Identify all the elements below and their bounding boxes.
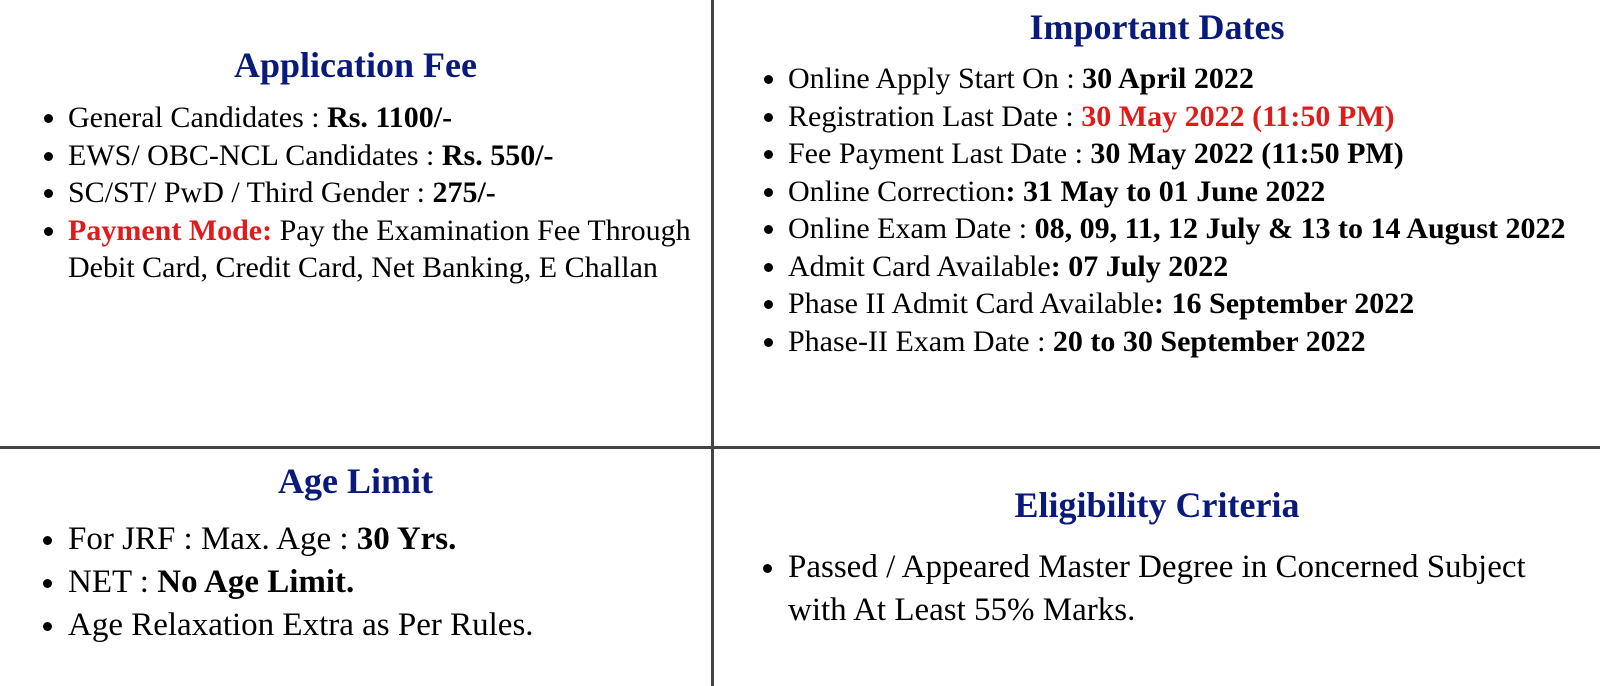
list-item bbox=[68, 561, 711, 604]
important-dates-heading: Important Dates bbox=[1029, 7, 1285, 47]
application-fee-section bbox=[0, 44, 711, 287]
item-label: Registration Last Date : bbox=[788, 99, 1082, 133]
list-item bbox=[788, 248, 1580, 286]
item-label: Passed / Appeared Master Degree in Concerned Subject with At Least 55% Marks. bbox=[788, 549, 1526, 628]
list-item bbox=[68, 212, 711, 287]
list-item bbox=[788, 173, 1580, 211]
list-item bbox=[788, 210, 1580, 248]
list-item bbox=[68, 99, 711, 137]
item-label: NET : bbox=[68, 564, 158, 600]
item-label: Age Relaxation Extra as Per Rules. bbox=[68, 607, 534, 643]
item-label: For JRF : Max. Age : bbox=[68, 521, 357, 557]
item-value: : 16 September 2022 bbox=[1154, 287, 1415, 320]
list-item bbox=[788, 546, 1540, 632]
payment-mode-label: Payment Mode: bbox=[68, 213, 273, 247]
item-value: No Age Limit. bbox=[157, 564, 355, 600]
important-dates-list bbox=[714, 60, 1600, 360]
item-label: SC/ST/ PwD / Third Gender : bbox=[68, 176, 433, 209]
item-value: 275/- bbox=[432, 176, 496, 209]
age-limit-list bbox=[0, 518, 711, 647]
item-value: : 31 May to 01 June 2022 bbox=[1005, 174, 1326, 208]
item-label: Fee Payment Last Date : bbox=[788, 137, 1091, 170]
list-item bbox=[788, 135, 1580, 173]
item-label: Phase II Admit Card Available bbox=[788, 287, 1155, 320]
age-limit-heading: Age Limit bbox=[278, 461, 433, 501]
eligibility-heading: Eligibility Criteria bbox=[1014, 485, 1300, 525]
list-item bbox=[788, 60, 1580, 98]
eligibility-list bbox=[714, 546, 1600, 632]
list-item bbox=[68, 137, 711, 175]
item-label: Online Apply Start On : bbox=[788, 62, 1083, 95]
item-label: Online Exam Date : bbox=[788, 212, 1035, 245]
item-value: 30 April 2022 bbox=[1082, 62, 1254, 95]
item-value: Rs. 1100/- bbox=[327, 101, 453, 134]
item-value: : 07 July 2022 bbox=[1050, 249, 1229, 283]
list-item bbox=[68, 604, 711, 647]
list-item bbox=[788, 285, 1580, 323]
application-fee-heading: Application Fee bbox=[234, 45, 477, 85]
item-label: EWS/ OBC-NCL Candidates : bbox=[68, 138, 442, 172]
list-item bbox=[68, 174, 711, 212]
list-item bbox=[788, 98, 1580, 136]
payment-mode-text: Pay the Examination Fee Through Debit Card, Credit Card, Net Banking, E Challan bbox=[68, 213, 691, 284]
item-label: Admit Card Available bbox=[788, 249, 1051, 283]
item-value: 08, 09, 11, 12 July & 13 to 14 August 2022 bbox=[1034, 212, 1566, 245]
list-item bbox=[68, 518, 711, 561]
age-limit-section bbox=[0, 460, 711, 647]
item-label: Online Correction bbox=[788, 174, 1006, 208]
item-value: Rs. 550/- bbox=[441, 138, 554, 172]
item-value: 30 May 2022 (11:50 PM) bbox=[1090, 137, 1404, 170]
item-value: 20 to 30 September 2022 bbox=[1052, 324, 1366, 358]
list-item bbox=[788, 323, 1580, 361]
item-value: 30 Yrs. bbox=[356, 521, 457, 557]
item-value-highlight: 30 May 2022 (11:50 PM) bbox=[1081, 99, 1395, 133]
item-label: General Candidates : bbox=[68, 101, 328, 134]
eligibility-section bbox=[714, 484, 1600, 632]
application-fee-list bbox=[0, 99, 711, 287]
item-label: Phase-II Exam Date : bbox=[788, 324, 1053, 358]
important-dates-section bbox=[714, 6, 1600, 360]
row-divider bbox=[0, 446, 1600, 449]
